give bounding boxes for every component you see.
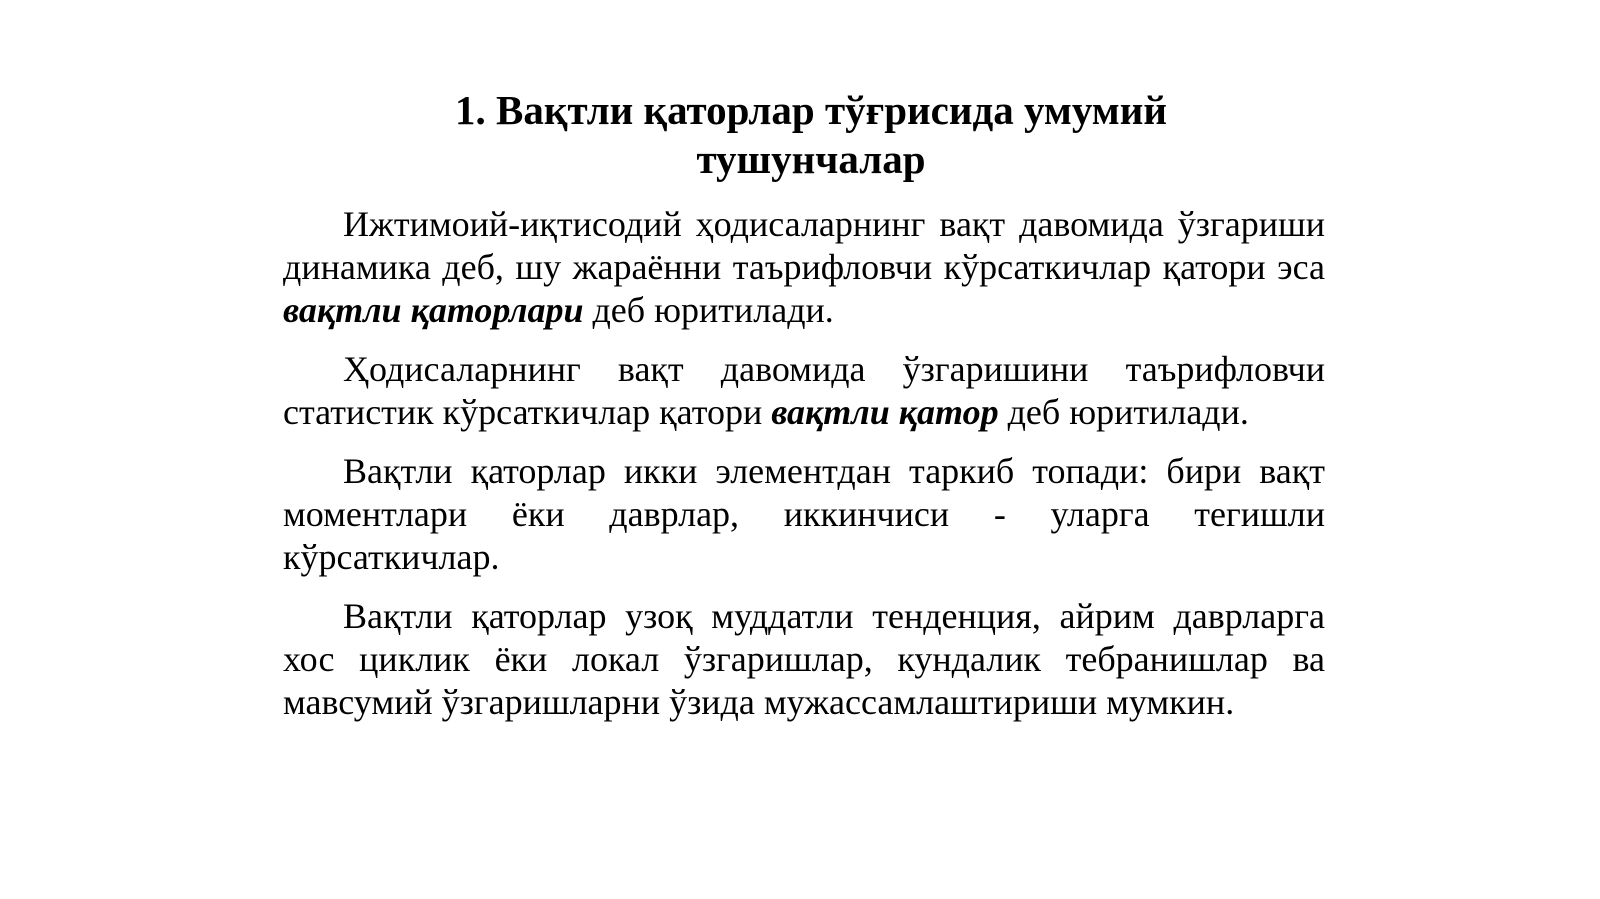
paragraph-4: Вақтли қаторлар узоқ муддатли тенденция, айрим даврларга хос циклик ёки локал ўзгаришлар, кундалик тебранишлар ва мавсумий ўзгаришларни ўзида мужассамлаштириши мумкин. bbox=[283, 596, 1325, 722]
paragraph-2 bbox=[283, 348, 1325, 434]
paragraph-3: Вақтли қаторлар икки элементдан таркиб топади: бири вақт моментлари ёки даврлар, иккинчиси - уларга тегишли кўрсаткичлар. bbox=[283, 451, 1325, 577]
slide-title bbox=[280, 86, 1342, 184]
paragraph-2-text-after: деб юритилади. bbox=[998, 392, 1249, 432]
title-line-1: 1. Вақтли қаторлар тўғрисида умумий bbox=[455, 87, 1167, 133]
paragraph-1-text-before: Ижтимоий-иқтисодий ҳодисаларнинг вақт давомида ўзгариши динамика деб, шу жараённи таърифловчи кўрсаткичлар қатори эса bbox=[283, 204, 1325, 287]
paragraph-1-term: вақтли қаторлари bbox=[283, 290, 584, 330]
paragraph-2-text-before: Ҳодисаларнинг вақт давомида ўзгаришини таърифловчи статистик кўрсаткичлар қатори bbox=[283, 349, 1325, 432]
paragraph-1-text-after: деб юритилади. bbox=[583, 290, 834, 330]
slide-body bbox=[283, 203, 1325, 740]
paragraph-2-term: вақтли қатор bbox=[771, 392, 999, 432]
title-line-2: тушунчалар bbox=[696, 136, 926, 182]
paragraph-1 bbox=[283, 203, 1325, 332]
